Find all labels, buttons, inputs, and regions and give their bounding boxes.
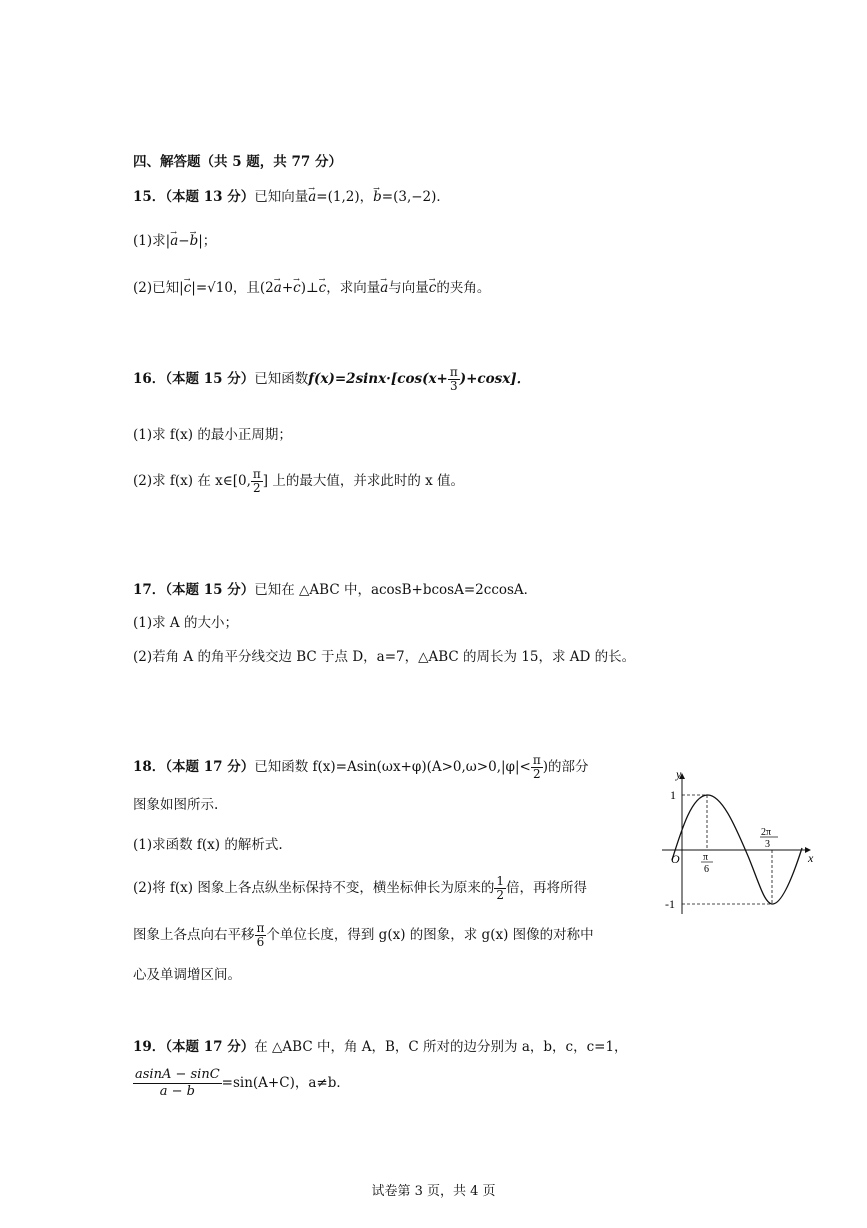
q18-phi-fraction: $\frac{\pi}{2}$ — [532, 753, 541, 781]
tick-2pi3-num: 2π — [761, 827, 772, 838]
q16-fraction: $\frac{\pi}{3}$ — [449, 365, 458, 393]
q18-shift-fraction: $\frac{\pi}{6}$ — [256, 921, 265, 949]
sine-graph — [658, 768, 820, 918]
x-axis-label: x — [808, 851, 814, 865]
tick-2pi3-den: 3 — [765, 839, 770, 850]
q18-part1: (1)求函数 f(x) 的解析式. — [133, 837, 283, 853]
q19-stem: 19．（本题 17 分）在 △ABC 中，角 A，B，C 所对的边分别为 a，b，c，c=1， — [133, 1039, 628, 1055]
q19-condition: $\frac{asinA - \sin C}{a - b}$ =sin(A+C)，a≠b． — [135, 1067, 350, 1099]
q19-fraction: $\frac{asinA - \sin C}{a - b}$ — [135, 1067, 220, 1099]
y-axis-label: y — [676, 768, 682, 781]
tick-pi6-num: π — [703, 852, 709, 863]
q16-part2: (2)求 f(x) 在 x∈[0, $\frac{\pi}{2}$ ] 上的最大值，并求此时的 x 值。 — [133, 467, 465, 495]
section-title: 四、解答题（共 5 题，共 77 分） — [133, 154, 342, 170]
q15-part2: (2)已知|→ c|=√10，且(2→ a+→ c)⊥→ c，求向量→ a与向量→ c的夹角。 — [133, 278, 490, 298]
q18-part2-line3: 心及单调增区间。 — [133, 967, 241, 983]
q15-part1: (1)求|→ a−→ b|； — [133, 231, 216, 251]
y-min-label: -1 — [665, 897, 675, 911]
y-max-label: 1 — [670, 788, 676, 802]
q17-stem: 17．（本题 15 分）已知在 △ABC 中，acosB+bcosA=2ccosA． — [133, 582, 538, 598]
q17-part2: (2)若角 A 的角平分线交边 BC 于点 D，a=7，△ABC 的周长为 15，求 AD 的长。 — [133, 649, 636, 665]
q17-part1: (1)求 A 的大小； — [133, 615, 238, 631]
q18-half-fraction: $\frac{1}{2}$ — [496, 874, 504, 902]
q18-line2: 图象如图所示. — [133, 797, 219, 813]
q18-stem: 18．（本题 17 分）已知函数 f(x)=Asin(ωx+φ)(A>0,ω>0,|φ|< $\frac{\pi}{2}$ )的部分 — [133, 753, 589, 781]
q18-part2-line1: (2)将 f(x) 图象上各点纵坐标保持不变，横坐标伸长为原来的 $\frac{1}{2}$ 倍，再将所得 — [133, 874, 587, 902]
q18-part2-line2: 图象上各点向右平移 $\frac{\pi}{6}$ 个单位长度，得到 g(x) 的图象，求 g(x) 图像的对称中 — [133, 921, 594, 949]
tick-pi6-den: 6 — [704, 864, 709, 875]
q16-part1: (1)求 f(x) 的最小正周期； — [133, 427, 292, 443]
q15-stem: 15．（本题 13 分）已知向量→ a=(1,2)，→ b=(3,−2)． — [133, 187, 450, 207]
q16-interval-fraction: $\frac{\pi}{2}$ — [252, 467, 261, 495]
q16-stem: 16．（本题 15 分）已知函数f(x)=2sinx·[cos(x+ $\frac{\pi}{3}$ )+cosx]． — [133, 365, 531, 393]
page-number: 试卷第 3 页，共 4 页 — [371, 1184, 496, 1199]
origin-label: O — [671, 852, 680, 866]
